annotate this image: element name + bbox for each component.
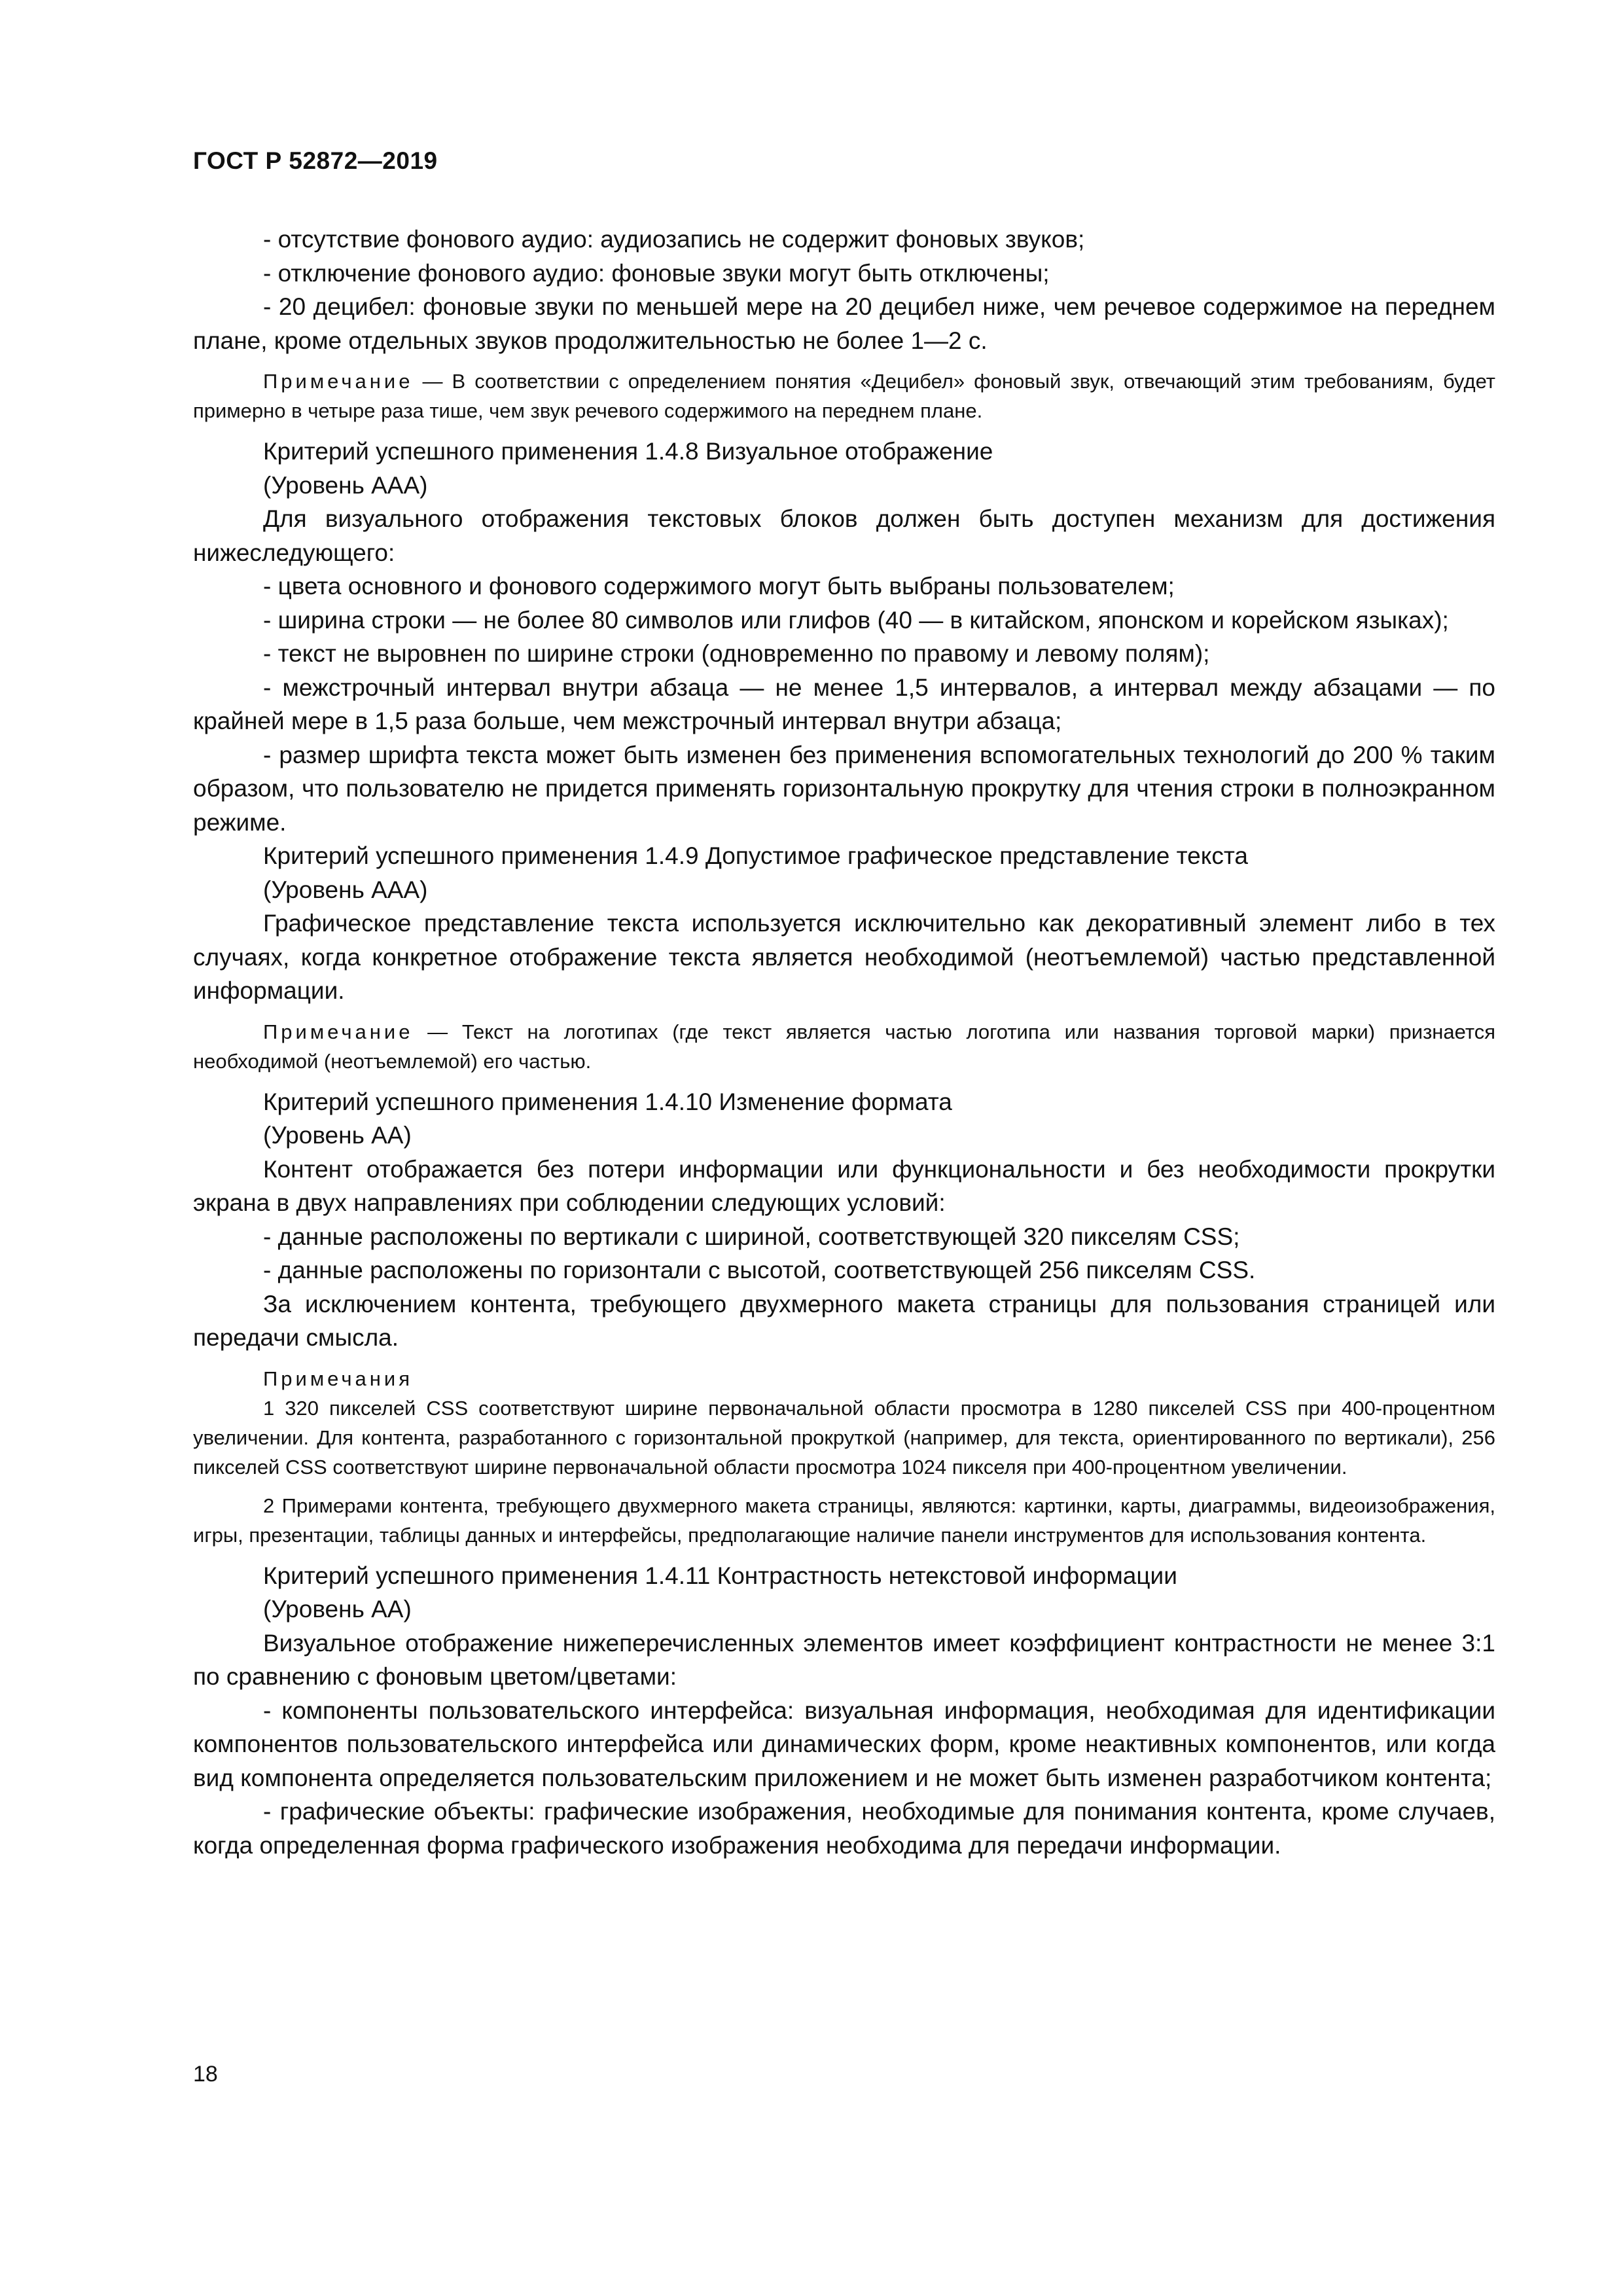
paragraph: - отключение фонового аудио: фоновые звуки могут быть отключены; bbox=[263, 259, 1050, 287]
note bbox=[193, 367, 1495, 425]
paragraph: - ширина строки — не более 80 символов или глифов (40 — в китайском, японском и корейском языках); bbox=[263, 606, 1449, 634]
criterion-heading: Критерий успешного применения 1.4.11 Контрастность нетекстовой информации bbox=[263, 1562, 1177, 1589]
paragraph: Графическое представление текста используется исключительно как декоративный элемент либо в тех случаях, когда конкретное отображение текста является необходимой (неотъемлемой) частью представленной информации. bbox=[193, 910, 1495, 1004]
paragraph: - 20 децибел: фоновые звуки по меньшей мере на 20 децибел ниже, чем речевое содержимое на переднем плане, кроме отдельных звуков продолжительностью не более 1—2 с. bbox=[193, 293, 1495, 354]
page-content bbox=[193, 223, 1495, 1862]
criterion-heading: Критерий успешного применения 1.4.10 Изменение формата bbox=[263, 1088, 952, 1115]
paragraph: - данные расположены по горизонтали с высотой, соответствующей 256 пикселям CSS. bbox=[263, 1257, 1256, 1283]
paragraph: - графические объекты: графические изображения, необходимые для понимания контента, кроме случаев, когда определенная форма графического изображения необходима для передачи информации. bbox=[193, 1798, 1495, 1859]
criterion-level: (Уровень АА) bbox=[263, 1122, 412, 1149]
paragraph: Для визуального отображения текстовых блоков должен быть доступен механизм для достижения нижеследующего: bbox=[193, 505, 1495, 566]
criterion-heading: Критерий успешного применения 1.4.8 Визуальное отображение bbox=[263, 438, 993, 465]
paragraph: - отсутствие фонового аудио: аудиозапись не содержит фоновых звуков; bbox=[263, 226, 1085, 253]
note-text: — Текст на логотипах (где текст является частью логотипа или названия торговой марки) признается необходимой (неотъемлемой) его частью. bbox=[193, 1020, 1495, 1073]
note: 1 320 пикселей CSS соответствуют ширине первоначальной области просмотра в 1280 пикселей CSS при 400-процентном увеличении. Для контента, разработанного с горизонтальной прокруткой (например, для текста, ориентированного по вертикали), 256 пикселей CSS соответствуют ширине первоначальной области просмотра 1024 пикселя при 400-процентном увеличении. bbox=[193, 1396, 1495, 1479]
note bbox=[193, 1017, 1495, 1076]
document-header: ГОСТ Р 52872—2019 bbox=[193, 147, 438, 174]
paragraph: - данные расположены по вертикали с шириной, соответствующей 320 пикселям CSS; bbox=[263, 1223, 1240, 1250]
paragraph: - текст не выровнен по ширине строки (одновременно по правому и левому полям); bbox=[263, 640, 1210, 667]
paragraph: Контент отображается без потери информации или функциональности и без необходимости прокрутки экрана в двух направлениях при соблюдении следующих условий: bbox=[193, 1155, 1495, 1216]
paragraph: За исключением контента, требующего двухмерного макета страницы для пользования страницей или передачи смысла. bbox=[193, 1290, 1495, 1351]
notes-label: Примечания bbox=[263, 1367, 413, 1390]
paragraph: - размер шрифта текста может быть изменен без применения вспомогательных технологий до 200 % таким образом, что пользователю не придется применять горизонтальную прокрутку для чтения строки в полноэкранном режиме. bbox=[193, 741, 1495, 836]
note-label: Примечание bbox=[263, 370, 414, 393]
note: 2 Примерами контента, требующего двухмерного макета страницы, являются: картинки, карты, диаграммы, видеоизображения, игры, презентации, таблицы данных и интерфейсы, предполагающие наличие панели инструментов для использования контента. bbox=[193, 1494, 1495, 1547]
paragraph: - цвета основного и фонового содержимого могут быть выбраны пользователем; bbox=[263, 573, 1175, 600]
paragraph: - компоненты пользовательского интерфейса: визуальная информация, необходимая для идентификации компонентов пользовательского интерфейса или динамических форм, кроме неактивных компонентов, или когда вид компонента определяется пользовательским приложением и не может быть изменен разработчиком контента; bbox=[193, 1696, 1495, 1791]
criterion-level: (Уровень ААА) bbox=[263, 471, 428, 499]
note-label: Примечание bbox=[263, 1020, 414, 1043]
paragraph: Визуальное отображение нижеперечисленных элементов имеет коэффициент контрастности не менее 3:1 по сравнению с фоновым цветом/цветами: bbox=[193, 1629, 1495, 1690]
page-number: 18 bbox=[193, 2062, 218, 2087]
paragraph: - межстрочный интервал внутри абзаца — не менее 1,5 интервалов, а интервал между абзацами — по крайней мере в 1,5 раза больше, чем межстрочный интервал внутри абзаца; bbox=[193, 673, 1495, 734]
criterion-heading: Критерий успешного применения 1.4.9 Допустимое графическое представление текста bbox=[263, 842, 1248, 869]
criterion-level: (Уровень ААА) bbox=[263, 876, 428, 903]
note-text: — В соответствии с определением понятия «Децибел» фоновый звук, отвечающий этим требованиям, будет примерно в четыре раза тише, чем звук речевого содержимого на переднем плане. bbox=[193, 370, 1495, 422]
criterion-level: (Уровень АА) bbox=[263, 1596, 412, 1623]
